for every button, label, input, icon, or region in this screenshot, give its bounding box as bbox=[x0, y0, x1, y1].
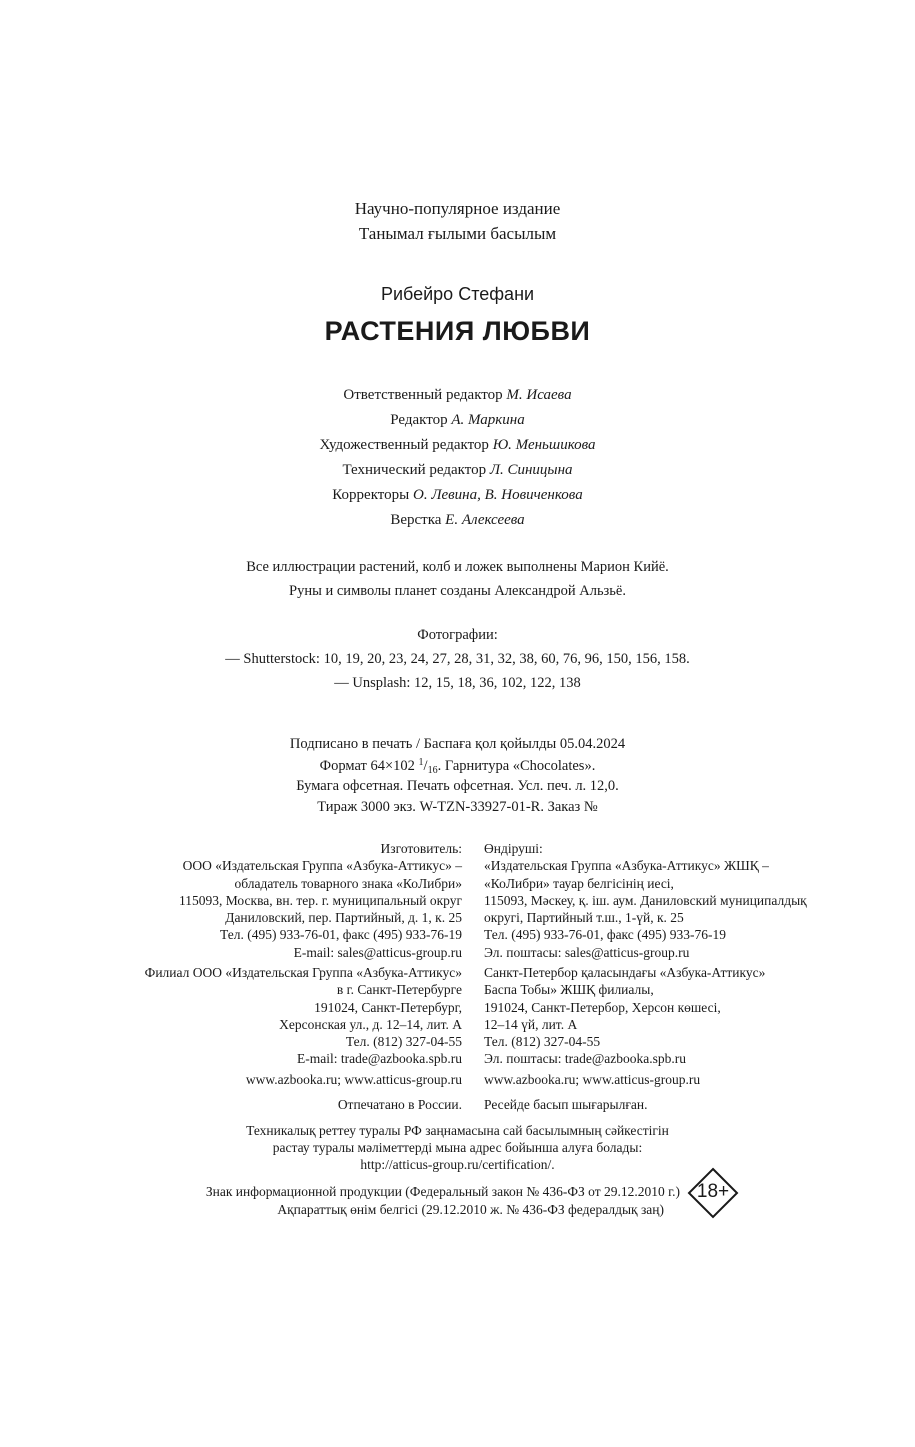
manufacturer-ru-line: обладатель товарного знака «КоЛибри» bbox=[234, 875, 462, 891]
manufacturer-kz-line: «Издательская Группа «Азбука-Аттикус» ЖШҚ – bbox=[484, 858, 769, 874]
websites-kz[interactable]: www.azbooka.ru; www.atticus-group.ru bbox=[484, 1072, 701, 1087]
printed-kz: Ресейде басып шығарылған. bbox=[484, 1097, 648, 1112]
manufacturer-kz-line: 115093, Мәскеу, қ. іш. аум. Даниловский муниципалдық bbox=[484, 892, 807, 908]
editor-line bbox=[0, 512, 915, 529]
photos-heading: Фотографии: bbox=[417, 627, 498, 643]
websites-ru[interactable]: www.azbooka.ru; www.atticus-group.ru bbox=[245, 1072, 462, 1087]
manufacturer-kz-line: Өндіруші: bbox=[484, 841, 543, 856]
branch-ru-line: в г. Санкт-Петербурге bbox=[336, 982, 462, 998]
printed-ru: Отпечатано в России. bbox=[337, 1097, 462, 1112]
format-prefix: Формат 64×102 bbox=[319, 758, 415, 774]
branch-ru-line: E-mail: trade@azbooka.spb.ru bbox=[297, 1051, 462, 1067]
editor-line bbox=[0, 462, 915, 479]
run-line: Тираж 3000 экз. W-TZN-33927-01-R. Заказ № bbox=[317, 799, 598, 815]
branch-kz bbox=[484, 964, 765, 1068]
manufacturer-kz-line: округі, Партийный т.ш., 1-үй, к. 25 bbox=[484, 910, 684, 926]
paper-line: Бумага офсетная. Печать офсетная. Усл. печ. л. 12,0. bbox=[296, 778, 619, 794]
info-sign-ru: Знак информационной продукции (Федеральный закон № 436-ФЗ от 29.12.2010 г.) bbox=[205, 1184, 680, 1199]
certification-line: растау туралы мәліметтерді мына адрес бойынша алуға болады: bbox=[272, 1140, 643, 1155]
editor-line bbox=[0, 412, 915, 429]
book-author: Рибейро Стефани bbox=[380, 284, 535, 304]
editor-role: Ответственный редактор bbox=[343, 387, 503, 403]
branch-ru-line: Тел. (812) 327-04-55 bbox=[345, 1034, 462, 1050]
photos-shutterstock: — Shutterstock: 10, 19, 20, 23, 24, 27, 28, 31, 32, 38, 60, 76, 96, 150, 156, 158. bbox=[225, 651, 690, 667]
branch-kz-line: Санкт-Петербор қаласындағы «Азбука-Аттикус» bbox=[484, 965, 766, 980]
editor-name: А. Маркина bbox=[451, 412, 525, 428]
format-line: Формат 64×102 $^1/_{16}$. Гарнитура «Chocolates». bbox=[319, 757, 596, 776]
manufacturer-ru-line: E-mail: sales@atticus-group.ru bbox=[293, 944, 462, 960]
certification-url[interactable]: http://atticus-group.ru/certification/. bbox=[360, 1157, 555, 1172]
branch-ru-line: Филиал ООО «Издательская Группа «Азбука-Аттикус» bbox=[144, 965, 462, 980]
manufacturer-kz-line: «КоЛибри» тауар белгісінің иесі, bbox=[484, 875, 674, 891]
edition-type-kz: Танымал ғылыми басылым bbox=[358, 224, 557, 243]
branch-kz-line: Баспа Тобы» ЖШҚ филиалы, bbox=[484, 982, 654, 998]
branch-ru bbox=[0, 964, 462, 1068]
editor-role: Технический редактор bbox=[342, 462, 487, 478]
branch-kz-line: Тел. (812) 327-04-55 bbox=[484, 1034, 601, 1050]
format-denominator: 16 bbox=[427, 765, 438, 776]
edition-type-ru: Научно-популярное издание bbox=[354, 199, 561, 218]
branch-kz-line: 12–14 үй, лит. А bbox=[484, 1016, 578, 1032]
illustrations-credit: Все иллюстрации растений, колб и ложек выполнены Марион Кийё. bbox=[246, 559, 669, 575]
branch-ru-line: Херсонская ул., д. 12–14, лит. А bbox=[279, 1016, 462, 1032]
certification-line: Техникалық реттеу туралы РФ заңнамасына сай басылымның сәйкестігін bbox=[246, 1123, 669, 1138]
manufacturer-ru bbox=[0, 840, 462, 961]
manufacturer-ru-line: ООО «Издательская Группа «Азбука-Аттикус» – bbox=[182, 858, 462, 874]
branch-kz-line: Эл. поштасы: trade@azbooka.spb.ru bbox=[484, 1051, 686, 1067]
format-suffix: . Гарнитура «Chocolates». bbox=[437, 758, 596, 774]
age-rating-badge: 18+ bbox=[696, 1181, 730, 1202]
manufacturer-ru-line: 115093, Москва, вн. тер. г. муниципальный округ bbox=[179, 892, 462, 908]
manufacturer-ru-line: Изготовитель: bbox=[380, 841, 462, 856]
format-numerator: 1 bbox=[418, 757, 424, 768]
manufacturer-ru-line: Даниловский, пер. Партийный, д. 1, к. 25 bbox=[225, 910, 462, 926]
editor-line bbox=[0, 437, 915, 454]
photos-unsplash: — Unsplash: 12, 15, 18, 36, 102, 122, 138 bbox=[334, 675, 581, 691]
branch-ru-line: 191024, Санкт-Петербург, bbox=[314, 999, 462, 1015]
editor-name: О. Левина, В. Новиченкова bbox=[412, 487, 583, 503]
manufacturer-kz-line: Тел. (495) 933-76-01, факс (495) 933-76-19 bbox=[484, 927, 727, 943]
runes-credit: Руны и символы планет созданы Александрой Альзьё. bbox=[289, 583, 626, 599]
editor-line bbox=[0, 387, 915, 404]
signed-date: Подписано в печать / Баспаға қол қойылды 05.04.2024 bbox=[289, 736, 626, 752]
manufacturer-kz bbox=[484, 840, 807, 961]
editor-name: Ю. Меньшикова bbox=[492, 437, 596, 453]
editor-name: Л. Синицына bbox=[489, 462, 573, 478]
editor-role: Корректоры bbox=[332, 487, 410, 503]
manufacturer-kz-line: Эл. поштасы: sales@atticus-group.ru bbox=[484, 944, 690, 960]
editor-line bbox=[0, 487, 915, 504]
info-sign-kz: Ақпараттық өнім белгісі (29.12.2010 ж. № 436-ФЗ федералдық заң) bbox=[277, 1202, 664, 1217]
editor-role: Художественный редактор bbox=[319, 437, 489, 453]
editor-role: Редактор bbox=[390, 412, 448, 428]
editor-name: М. Исаева bbox=[506, 387, 572, 403]
manufacturer-ru-line: Тел. (495) 933-76-01, факс (495) 933-76-19 bbox=[219, 927, 462, 943]
book-title: РАСТЕНИЯ ЛЮБВИ bbox=[324, 316, 591, 346]
editor-role: Верстка bbox=[390, 512, 442, 528]
editor-name: Е. Алексеева bbox=[445, 512, 525, 528]
branch-kz-line: 191024, Санкт-Петербор, Херсон көшесі, bbox=[484, 999, 721, 1015]
